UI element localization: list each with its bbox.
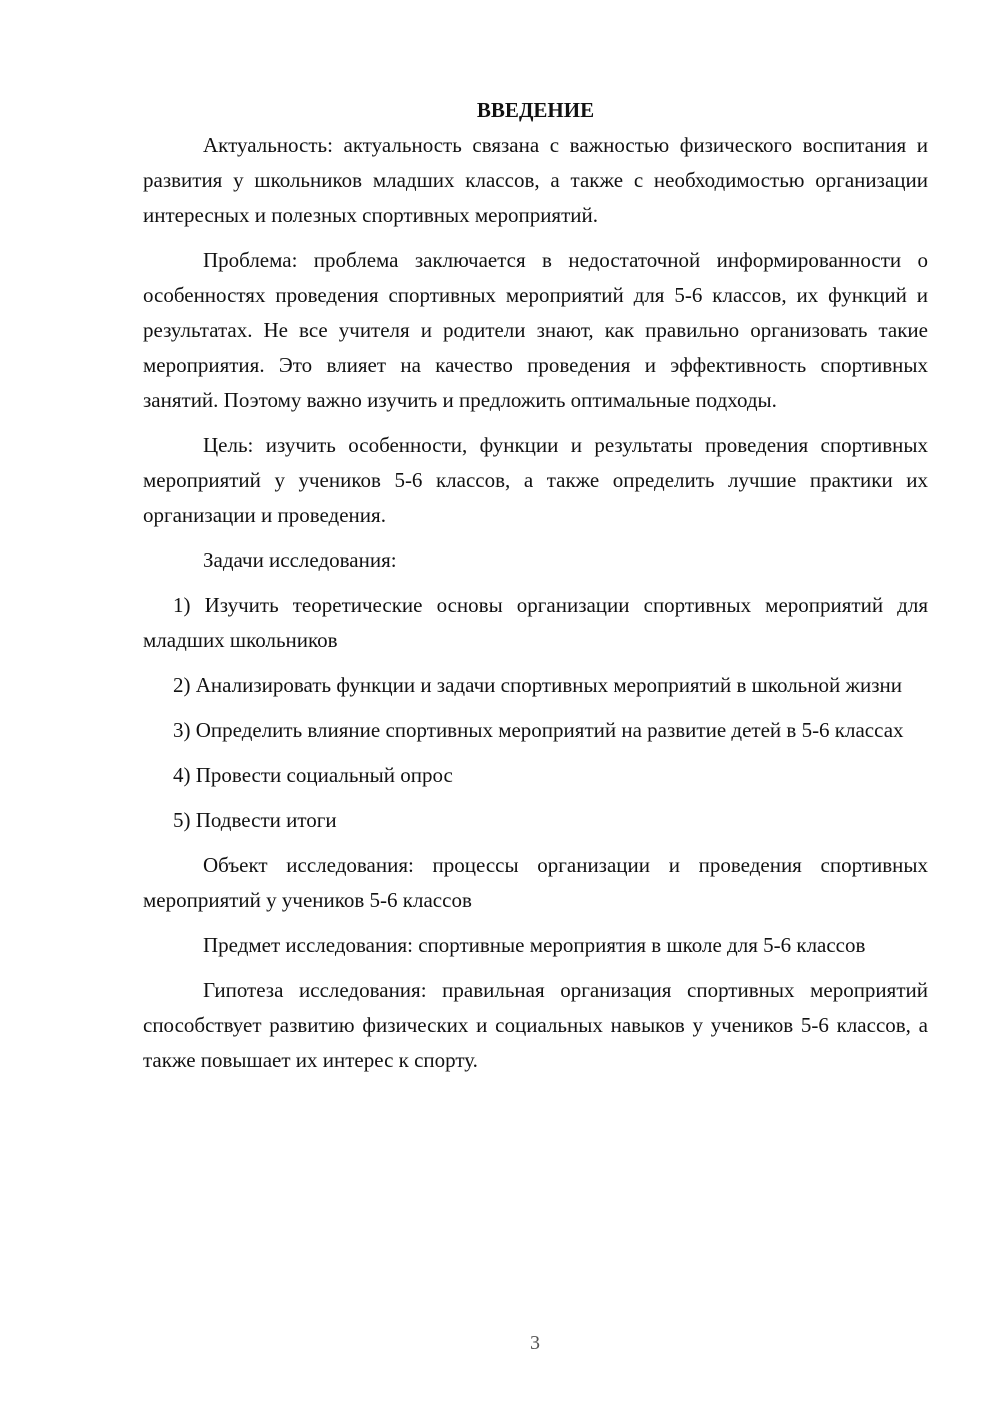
paragraph-gap	[143, 918, 928, 928]
paragraph-hypothesis: Гипотеза исследования: правильная организация спортивных мероприятий способствует развитию физических и социальных навыков у учеников 5-6 классов, а также повышает их интерес к спорту.	[143, 978, 928, 1072]
paragraph-problem: Проблема: проблема заключается в недостаточной информированности о особенностях проведения спортивных мероприятий для 5-6 классов, их функций и результатах. Не все учителя и родители знают, как правильно организовать такие мероприятия. Это влияет на качество проведения и эффективность спортивных занятий. Поэтому важно изучить и предложить оптимальные подходы.	[143, 248, 928, 412]
document-page	[143, 92, 928, 1078]
tasks-heading: Задачи исследования:	[203, 548, 397, 572]
paragraph-gap	[143, 533, 928, 543]
task-item-2: 2) Анализировать функции и задачи спортивных мероприятий в школьной жизни	[173, 673, 902, 697]
task-item-1: 1) Изучить теоретические основы организации спортивных мероприятий для младших школьников	[143, 593, 928, 652]
paragraph-goal: Цель: изучить особенности, функции и результаты проведения спортивных мероприятий у учеников 5-6 классов, а также определить лучшие практики их организации и проведения.	[143, 433, 928, 527]
paragraph-object: Объект исследования: процессы организации и проведения спортивных мероприятий у учеников 5-6 классов	[143, 853, 928, 912]
paragraph-gap	[143, 233, 928, 243]
paragraph-gap	[143, 658, 928, 668]
page-number: 3	[530, 1332, 540, 1354]
paragraph-gap	[143, 793, 928, 803]
paragraph-gap	[143, 578, 928, 588]
paragraph-gap	[143, 418, 928, 428]
paragraph-relevance: Актуальность: актуальность связана с важностью физического воспитания и развития у школьников младших классов, а также с необходимостью организации интересных и полезных спортивных мероприятий.	[143, 133, 928, 227]
paragraph-gap	[143, 703, 928, 713]
task-item-4: 4) Провести социальный опрос	[173, 763, 453, 787]
paragraph-gap	[143, 748, 928, 758]
paragraph-gap	[143, 838, 928, 848]
paragraph-subject: Предмет исследования: спортивные мероприятия в школе для 5-6 классов	[203, 933, 866, 957]
paragraph-gap	[143, 963, 928, 973]
task-item-5: 5) Подвести итоги	[173, 808, 337, 832]
task-item-3: 3) Определить влияние спортивных мероприятий на развитие детей в 5-6 классах	[173, 718, 904, 742]
section-title: ВВЕДЕНИЕ	[476, 98, 595, 122]
